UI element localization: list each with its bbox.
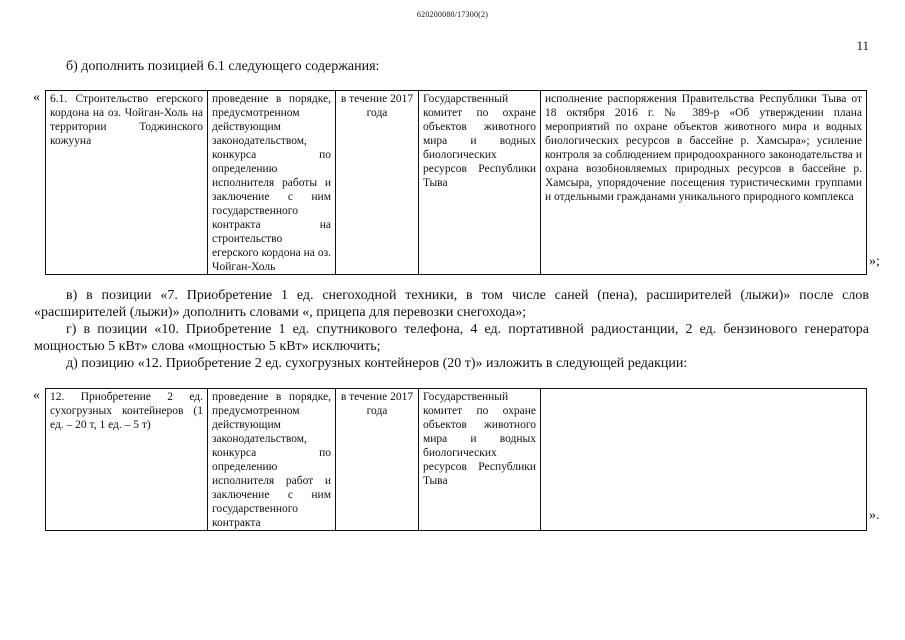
paragraph-b: б) дополнить позицией 6.1 следующего содержания:	[66, 59, 380, 74]
document-id: 620200080/17300(2)	[416, 10, 489, 19]
table1-close-quote: »;	[869, 254, 880, 269]
table2-cell-term: в течение 2017 года	[336, 389, 419, 531]
table1-cell-result: исполнение распоряжения Правительства Республики Тыва от 18 октября 2016 г. № 389-р «Об утверждении плана мероприятий по охране объектов животного мира и водных биологических ресурсов в бассейне р. Хамсыра»; усиление контроля за соблюдением природоохранного законодательства и охрана возобновляемых природных ресурсов в бассейне р. Хамсыра, упорядочение посещения туристическими группами и отдельными гражданами уникального природного комплекса	[541, 91, 867, 275]
table2-cell-name: 12. Приобретение 2 ед. сухогрузных контейнеров (1 ед. – 20 т, 1 ед. – 5 т)	[46, 389, 208, 531]
table-position-12	[45, 388, 867, 531]
table2-cell-responsible: Государственный комитет по охране объектов животного мира и водных биологических ресурсов Республики Тыва	[419, 389, 541, 531]
paragraph-d: д) позицию «12. Приобретение 2 ед. сухогрузных контейнеров (20 т)» изложить в следующей редакции:	[66, 356, 688, 371]
table1-cell-term: в течение 2017 года	[336, 91, 419, 275]
table2-cell-procedure: проведение в порядке, предусмотренном действующим законодательством, конкурса по определению исполнителя работ и заключение с ним государственного контракта	[208, 389, 336, 531]
paragraph-v: в) в позиции «7. Приобретение 1 ед. снегоходной техники, в том числе саней (пена), расширителей (лыжи)» после слов «расширителей (лыжи)» дополнить словами «, прицепа для перевозки снегохода»;	[34, 288, 869, 320]
table2-close-quote: ».	[869, 508, 880, 523]
page-number: 11	[856, 38, 869, 53]
table1-cell-responsible: Государственный комитет по охране объектов животного мира и водных биологических ресурсов Республики Тыва	[419, 91, 541, 275]
table1-cell-procedure: проведение в порядке, предусмотренном действующим законодательством, конкурса по определению исполнителя работы и заключение с ним государственного контракта на строительство егерского кордона на оз. Чойган-Холь	[208, 91, 336, 275]
paragraph-g: г) в позиции «10. Приобретение 1 ед. спутникового телефона, 4 ед. портативной радиостанции, 2 ед. бензинового генератора мощностью 5 кВт» слова «мощностью 5 кВт» исключить;	[34, 322, 869, 354]
table2-cell-result	[541, 389, 867, 531]
table-position-6-1	[45, 90, 867, 275]
table2-open-quote: «	[33, 388, 40, 403]
table1-open-quote: «	[33, 90, 40, 105]
table1-cell-name: 6.1. Строительство егерского кордона на оз. Чойган-Холь на территории Тоджинского кожууна	[46, 91, 208, 275]
